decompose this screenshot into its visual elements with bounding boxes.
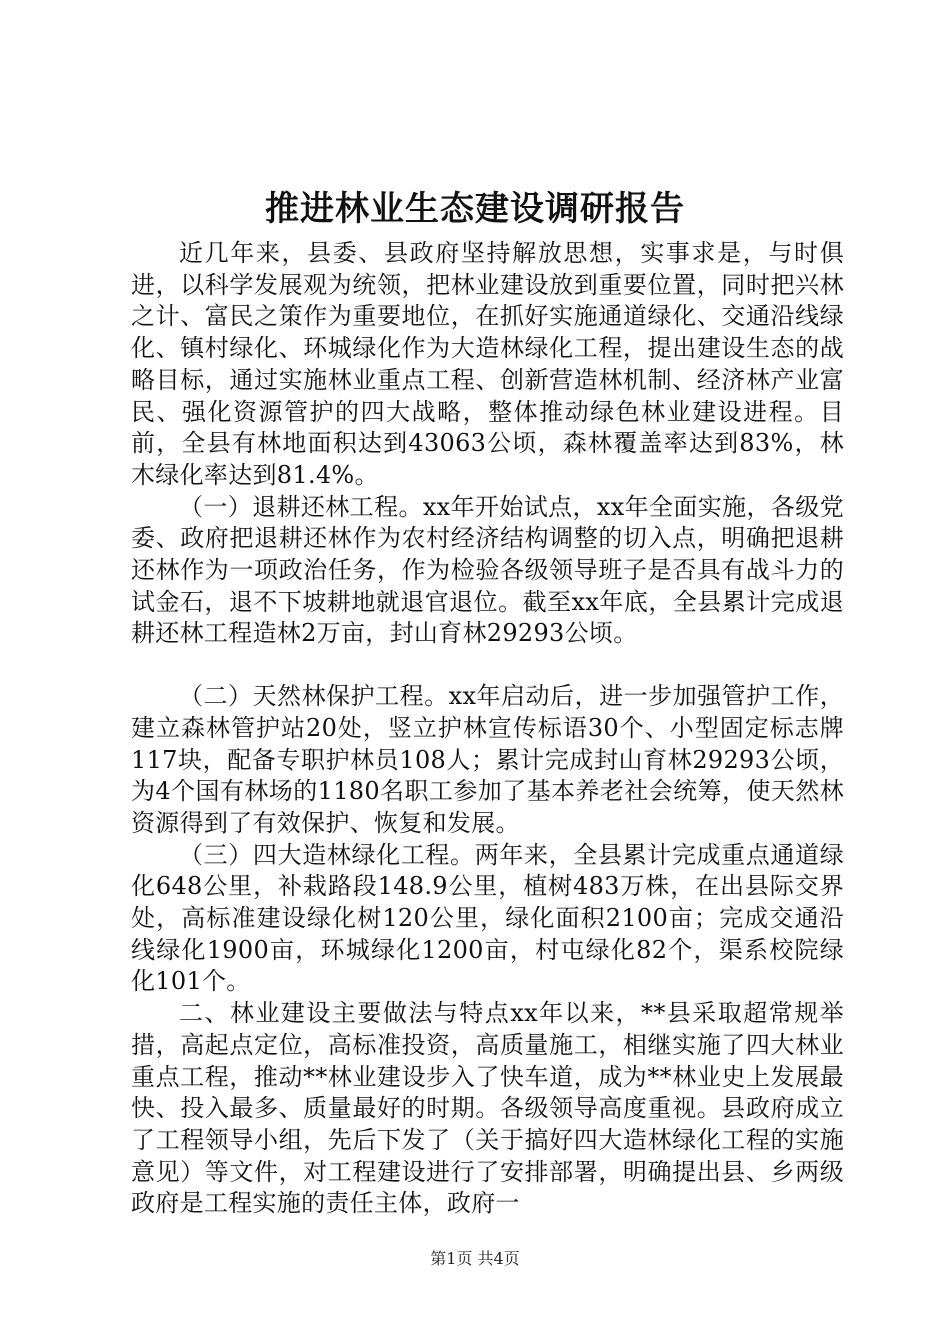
paragraph-intro: 近几年来，县委、县政府坚持解放思想，实事求是，与时俱进，以科学发展观为统领，把林业建设放到重要位置，同时把兴林之计、富民之策作为重要地位，在抓好实施通道绿化、交通沿线绿化、镇村绿化、环城绿化作为大造林绿化工程，提出建设生态的战略目标，通过实施林业重点工程、创新营造林机制、经济林产业富民、强化资源管护的四大战略，整体推动绿色林业建设进程。目前，全县有林地面积达到43063公顷，森林覆盖率达到83%，林木绿化率达到81.4%。 bbox=[131, 239, 844, 489]
paragraph-afforestation: （三）四大造林绿化工程。两年来，全县累计完成重点通道绿化648公里，补栽路段148.9公里，植树483万株，在出县际交界处，高标准建设绿化树120公里，绿化面积2100亩；完成交通沿线绿化1900亩，环城绿化1200亩，村屯绿化82个，渠系校院绿化101个。 bbox=[131, 840, 844, 996]
paragraph-practices: 二、林业建设主要做法与特点xx年以来，**县采取超常规举措，高起点定位，高标准投资，高质量施工，相继实施了四大林业重点工程，推动**林业建设步入了快车道，成为**林业史上发展最快、投入最多、质量最好的时期。各级领导高度重视。县政府成立了工程领导小组，先后下发了（关于搞好四大造林绿化工程的实施意见）等文件，对工程建设进行了安排部署，明确提出县、乡两级政府是工程实施的责任主体，政府一 bbox=[131, 999, 844, 1218]
document-body bbox=[131, 238, 844, 1220]
document-title: 推进林业生态建设调研报告 bbox=[265, 189, 685, 229]
paragraph-spacer bbox=[131, 650, 844, 681]
paragraph-natural-forest: （二）天然林保护工程。xx年启动后，进一步加强管护工作，建立森林管护站20处，竖立护林宣传标语30个、小型固定标志牌117块，配备专职护林员108人；累计完成封山育林29293公顷，为4个国有林场的1180名职工参加了基本养老社会统筹，使天然林资源得到了有效保护、恢复和发展。 bbox=[131, 682, 844, 837]
page-number: 第1页 共4页 bbox=[430, 1249, 520, 1268]
paragraph-returning-farmland: （一）退耕还林工程。xx年开始试点，xx年全面实施，各级党委、政府把退耕还林作为农村经济结构调整的切入点，明确把退耕还林作为一项政治任务，作为检验各级领导班子是否具有战斗力的试金石，退不下坡耕地就退官退位。截至xx年底，全县累计完成退耕还林工程造林2万亩，封山育林29293公顷。 bbox=[131, 492, 844, 648]
